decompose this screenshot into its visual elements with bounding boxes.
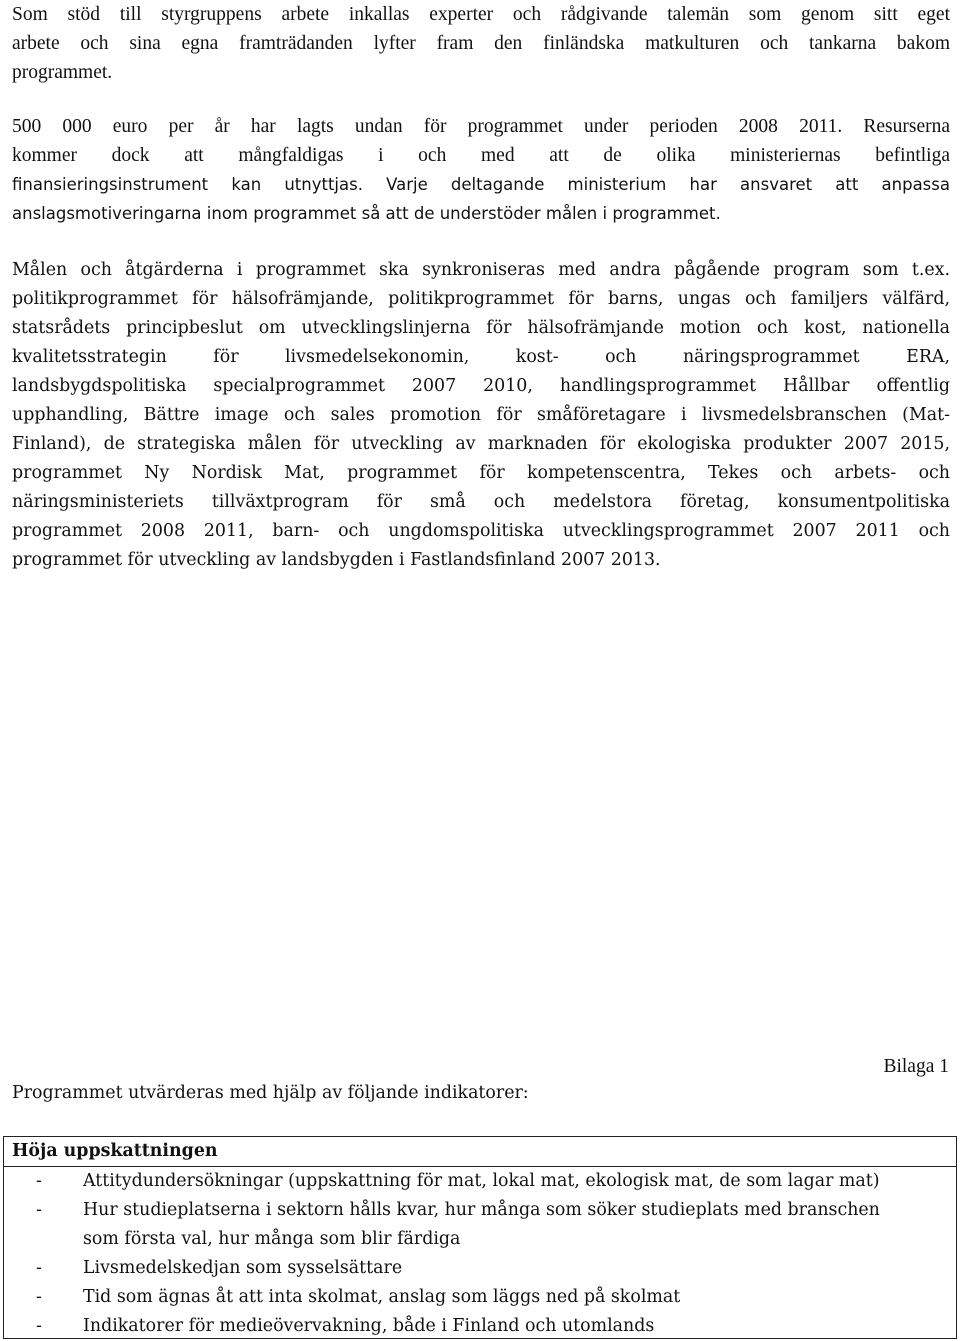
indicator-item-continuation: som första val, hur många som blir färdiga	[83, 1229, 461, 1249]
bullet-marker: -	[36, 1200, 42, 1220]
paragraph-3-line-9: näringsministeriets tillväxtprogram för små och medelstora företag, konsumentpolitiska	[12, 492, 950, 512]
paragraph-3-line-11: programmet för utveckling av landsbygden i Fastlandsfinland 2007 2013.	[12, 550, 661, 570]
paragraph-3-line-4: kvalitetsstrategin för livsmedelsekonomin, kost- och näringsprogrammet ERA,	[12, 347, 950, 367]
bullet-marker: -	[36, 1316, 42, 1336]
paragraph-3-line-10: programmet 2008 2011, barn- och ungdomspolitiska utvecklingsprogrammet 2007 2011 och	[12, 521, 950, 541]
bullet-marker: -	[36, 1287, 42, 1307]
indicator-item: Attitydundersökningar (uppskattning för mat, lokal mat, ekologisk mat, de som lagar mat)	[83, 1171, 880, 1191]
paragraph-2-line-2: kommer dock att mångfaldigas i och med att de olika ministeriernas befintliga	[12, 145, 950, 166]
paragraph-3-line-8: programmet Ny Nordisk Mat, programmet för kompetenscentra, Tekes och arbets- och	[12, 463, 950, 483]
indicator-item: Livsmedelskedjan som sysselsättare	[83, 1258, 403, 1278]
paragraph-3-line-1: Målen och åtgärderna i programmet ska synkroniseras med andra pågående program som t.ex.	[12, 260, 950, 280]
paragraph-2-line-4: anslagsmotiveringarna inom programmet så att de understöder målen i programmet.	[12, 204, 721, 223]
paragraph-3-line-5: landsbygdspolitiska specialprogrammet 2007 2010, handlingsprogrammet Hållbar offentlig	[12, 376, 950, 396]
paragraph-1-line-1: Som stöd till styrgruppens arbete inkallas experter och rådgivande talemän som genom sitt eget	[12, 4, 950, 25]
paragraph-3-line-3: statsrådets principbeslut om utvecklingslinjerna för hälsofrämjande motion och kost, nationella	[12, 318, 950, 338]
paragraph-3-line-2: politikprogrammet för hälsofrämjande, politikprogrammet för barns, ungas och familjers välfärd,	[12, 289, 950, 309]
bullet-marker: -	[36, 1258, 42, 1278]
paragraph-1-line-3: programmet.	[12, 62, 113, 83]
indicator-item: Indikatorer för medieövervakning, både i Finland och utomlands	[83, 1316, 655, 1336]
paragraph-3-line-6: upphandling, Bättre image och sales promotion för småföretagare i livsmedelsbranschen (Mat-	[12, 405, 950, 425]
bullet-marker: -	[36, 1171, 42, 1191]
indicators-heading: Höja uppskattningen	[12, 1141, 218, 1161]
appendix-label: Bilaga 1	[883, 1056, 949, 1077]
indicator-item: Hur studieplatserna i sektorn hålls kvar, hur många som söker studieplats med branschen	[83, 1200, 880, 1220]
paragraph-2-line-1: 500 000 euro per år har lagts undan för programmet under perioden 2008 2011. Resurserna	[12, 116, 950, 137]
paragraph-1-line-2: arbete och sina egna framträdanden lyfter fram den finländska matkulturen och tankarna bakom	[12, 33, 950, 54]
paragraph-3-line-7: Finland), de strategiska målen för utveckling av marknaden för ekologiska produkter 2007 2015,	[12, 434, 950, 454]
indicators-intro: Programmet utvärderas med hjälp av följande indikatorer:	[12, 1083, 529, 1103]
paragraph-2-line-3: finansieringsinstrument kan utnyttjas. Varje deltagande ministerium har ansvaret att anpassa	[12, 175, 950, 194]
indicator-item: Tid som ägnas åt att inta skolmat, anslag som läggs ned på skolmat	[83, 1287, 681, 1307]
